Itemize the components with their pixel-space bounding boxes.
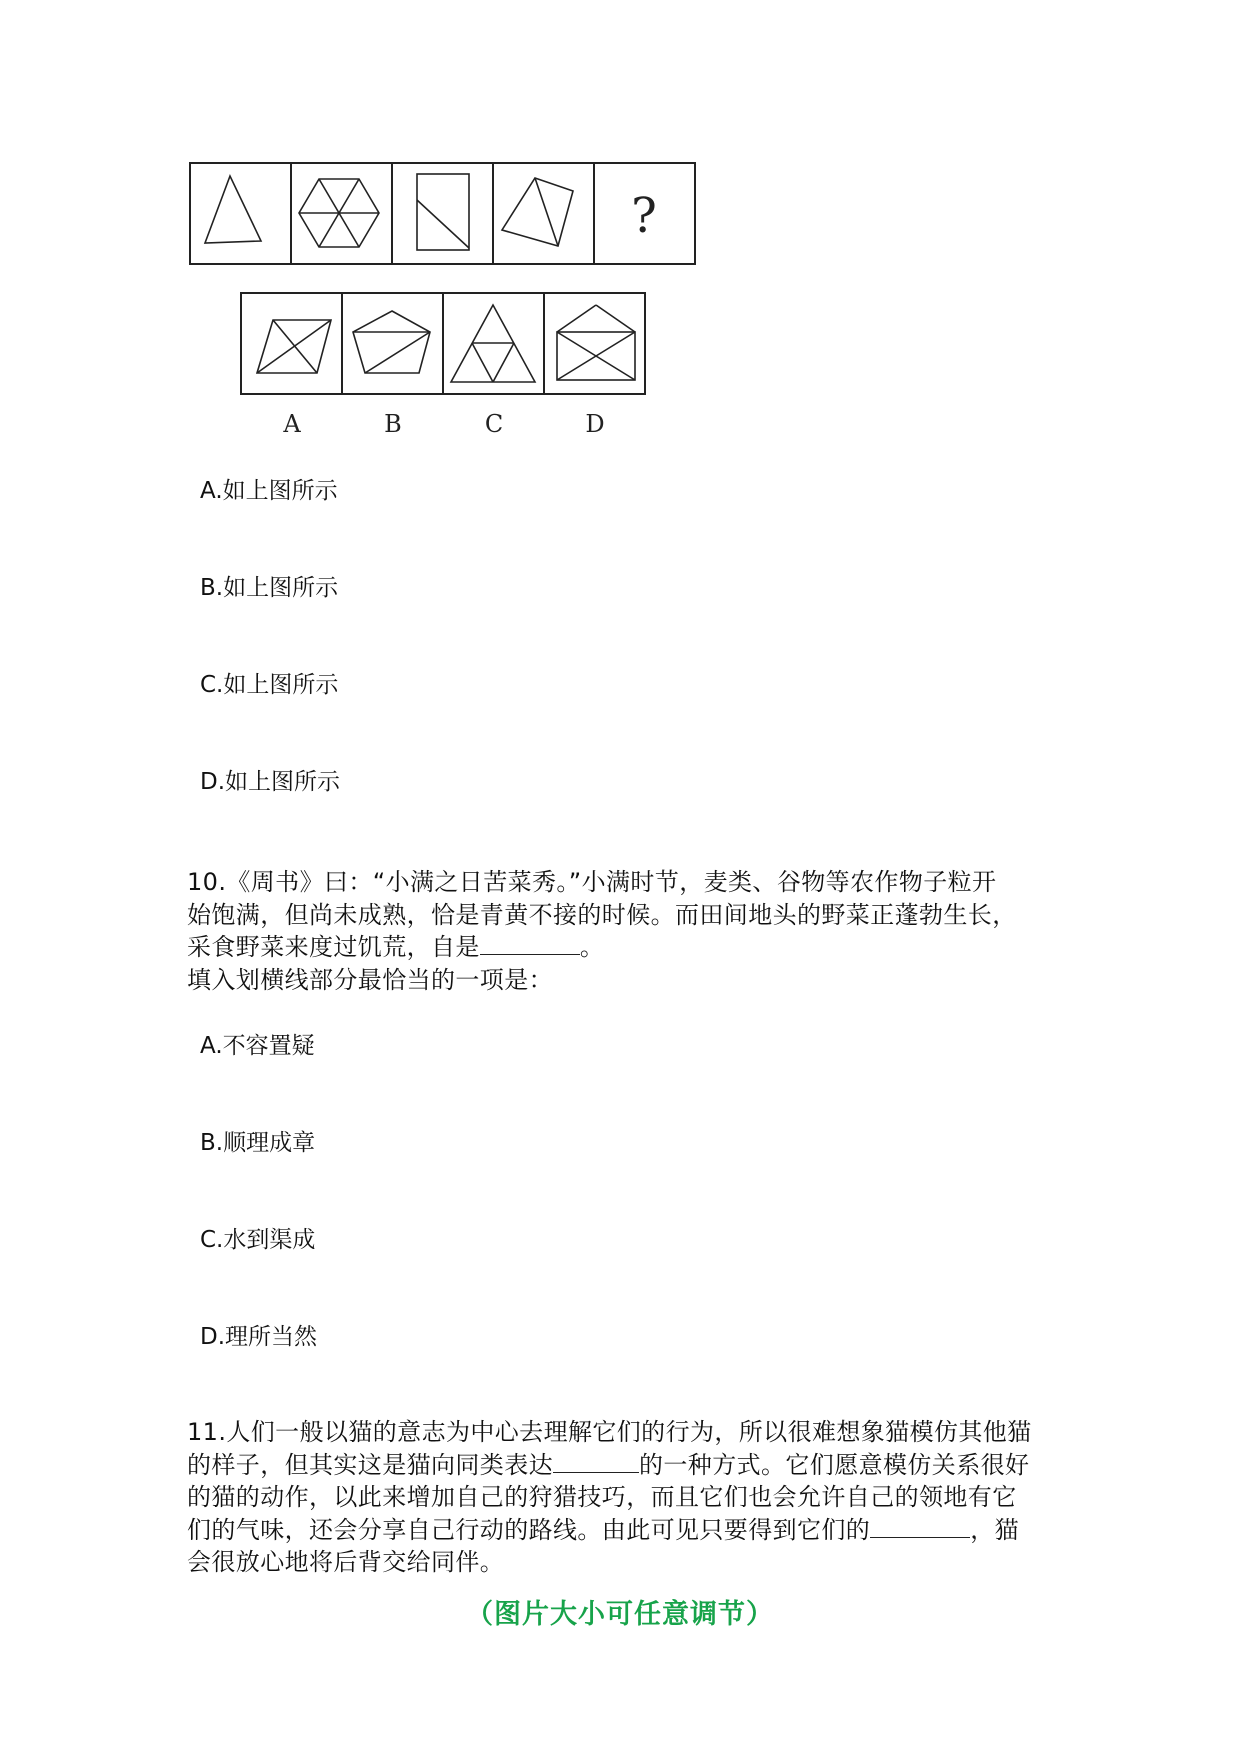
- q10-line-1: 10.《周书》曰：“小满之日苦菜秀。”小满时节，麦类、谷物等农作物子粒开: [187, 868, 997, 896]
- q11-line-4: 们的气味，还会分享自己行动的路线。由此可见只要得到它们的 ，猫: [187, 1515, 1020, 1544]
- choice-label-c: C: [484, 410, 504, 438]
- q11-line-3: 的猫的动作，以此来增加自己的狩猎技巧，而且它们也会允许自己的领地有它: [187, 1483, 1017, 1511]
- triangle-shape: [205, 176, 261, 243]
- choice-label-d: D: [585, 410, 605, 438]
- question-mark-text: ?: [631, 188, 657, 244]
- q10-line-3: 采食野菜来度过饥荒，自是 。: [187, 933, 605, 961]
- figure-reasoning-puzzle: [185, 160, 705, 438]
- option-letter: A.: [200, 478, 223, 504]
- option-letter: B.: [200, 575, 224, 601]
- answer-blank: [480, 932, 580, 955]
- answer-blank: [870, 1515, 970, 1538]
- parallelogram-shape: [257, 320, 331, 373]
- image-resize-note: （图片大小可任意调节）: [466, 1599, 774, 1630]
- q11-line-1: 11.人们一般以猫的意志为中心去理解它们的行为，所以很难想象猫模仿其他猫: [187, 1418, 1032, 1446]
- option-text: 理所当然: [225, 1324, 318, 1350]
- option-text: 如上图所示: [222, 478, 338, 504]
- q9-option-b[interactable]: [200, 574, 338, 602]
- option-letter: C.: [200, 672, 224, 698]
- option-text: 如上图所示: [223, 575, 339, 601]
- q10-option-a[interactable]: [200, 1032, 315, 1060]
- option-letter: B.: [200, 1130, 224, 1156]
- quadrilateral-shape: [502, 178, 573, 246]
- q10-option-d[interactable]: [200, 1323, 317, 1351]
- choice-label-b: B: [384, 410, 402, 438]
- option-text: 水到渠成: [223, 1227, 316, 1253]
- hexagon-shape: [299, 179, 379, 247]
- subdivided-triangle-shape: [451, 305, 535, 382]
- answer-blank: [553, 1450, 639, 1473]
- option-letter: D.: [200, 769, 226, 795]
- q10-stem: [187, 866, 1067, 996]
- option-text: 顺理成章: [223, 1130, 316, 1156]
- q10-option-c[interactable]: [200, 1226, 315, 1254]
- option-letter: C.: [200, 1227, 224, 1253]
- option-letter: D.: [200, 1324, 226, 1350]
- sequence-box-4: [493, 163, 594, 264]
- choice-label-a: A: [283, 410, 301, 438]
- sequence-box-1: [190, 163, 291, 264]
- q9-option-a[interactable]: [200, 477, 338, 505]
- option-letter: A.: [200, 1033, 223, 1059]
- q10-line-2: 始饱满，但尚未成熟，恰是青黄不接的时候。而田间地头的野菜正蓬勃生长，: [187, 900, 1017, 929]
- q11-line-5: 会很放心地将后背交给同伴。: [187, 1548, 505, 1576]
- q9-option-c[interactable]: [200, 671, 338, 699]
- option-text: 不容置疑: [222, 1033, 315, 1059]
- pentagon-shape: [353, 311, 430, 373]
- option-text: 如上图所示: [223, 672, 339, 698]
- option-text: 如上图所示: [225, 769, 341, 795]
- figure-drawing: [185, 160, 705, 435]
- envelope-shape: [557, 305, 635, 380]
- q9-option-d[interactable]: [200, 768, 340, 796]
- rectangle-shape: [417, 174, 469, 250]
- q10-prompt: 填入划横线部分最恰当的一项是：: [187, 965, 553, 994]
- q11-line-2: 的样子，但其实这是猫向同类表达 的一种方式。它们愿意模仿关系很好: [187, 1450, 1030, 1479]
- q11-stem: [187, 1416, 1067, 1579]
- q10-option-b[interactable]: [200, 1129, 315, 1157]
- sequence-box-3: [392, 163, 493, 264]
